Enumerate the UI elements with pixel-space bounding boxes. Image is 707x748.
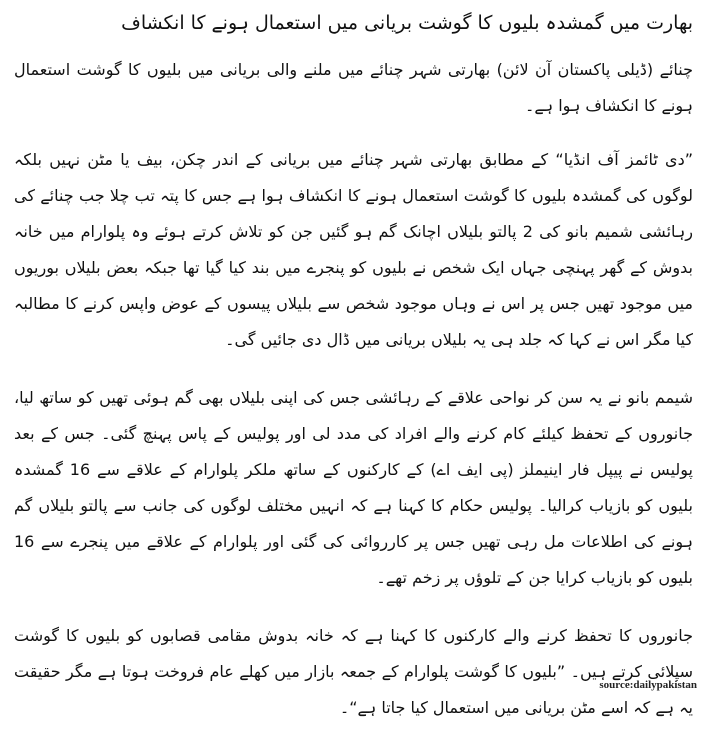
article-paragraph-lead: چنائے (ڈیلی پاکستان آن لائن) بھارتی شہر چنائے میں ملنے والی بریانی میں بلیوں کا گوشت استعمال ہونے کا انکشاف ہوا ہے۔ [14, 60, 693, 115]
news-article [14, 6, 693, 748]
article-paragraph: شیمم بانو نے یہ سن کر نواحی علاقے کے رہائشی جس کی اپنی بلیلاں بھی گم ہوئی تھیں کو ساتھ لیا، جانوروں کے تحفظ کیلئے کام کرنے والے افراد کی مدد لی اور پولیس کے پاس پہنچ گئی۔ جس کے بعد پولیس نے پیپل فار اینیملز (پی ایف اے) کے کارکنوں کے ساتھ ملکر پلوارام کے علاقے سے 16 گمشدہ بلیوں کو بازیاب کرالیا۔ پولیس حکام کا کہنا ہے کہ انہیں مختلف لوگوں کی جانب سے پالتو بلیلاں گم ہونے کی اطلاعات مل رہی تھیں جس پر کارروائی کی گئی اور پلوارام کے علاقے میں پنجرے سے 16 بلیوں کو بازیاب کرایا جن کے تلوؤں پر زخم تھے۔ [14, 388, 694, 587]
source-credit: source:dailypakistan [599, 679, 697, 691]
article-headline: بھارت میں گمشدہ بلیوں کا گوشت بریانی میں استعمال ہونے کا انکشاف [121, 12, 693, 34]
article-paragraph: ”دی ٹائمز آف انڈیا“ کے مطابق بھارتی شہر چنائے میں بریانی کے اندر چکن، بیف یا مٹن نہیں بلکہ لوگوں کی گمشدہ بلیوں کا گوشت استعمال ہونے کا انکشاف ہوا ہے جس کا پتہ تب چلا جب چنائے کی رہائشی شمیم بانو کی 2 پالتو بلیلاں اچانک گم ہو گئیں جن کو تلاش کرتے ہوئے وہ پلوارام میں خانہ بدوش کے گھر پہنچی جہاں ایک شخص نے بلیوں کو پنجرے میں بند کیا گیا تھا جبکہ بعض بلیلاں بوریوں میں موجود تھیں جس پر اس نے وہاں موجود شخص سے بلیلاں پیسوں کے عوض واپس کرنے کا مطالبہ کیا مگر اس نے کہا کہ جلد ہی یہ بلیلاں بریانی میں ڈال دی جائیں گی۔ [14, 150, 694, 349]
article-paragraph: جانوروں کا تحفظ کرنے والے کارکنوں کا کہنا ہے کہ خانہ بدوش مقامی قصابوں کو بلیوں کا گوشت سپلائی کرتے ہیں۔ ”بلیوں کا گوشت پلوارام کے جمعہ بازار میں کھلے عام فروخت ہوتا ہے مگر حقیقت یہ ہے کہ اسے مٹن بریانی میں استعمال کیا جاتا ہے“۔ [14, 626, 693, 717]
